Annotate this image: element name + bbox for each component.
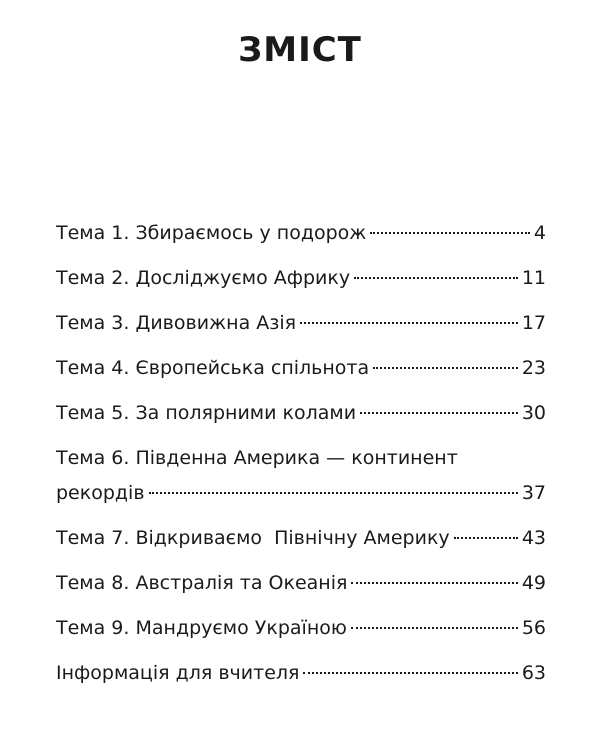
toc-entry-title: Тема 3. Дивовижна Азія <box>56 312 297 334</box>
toc-entry-page: 30 <box>521 402 546 424</box>
toc-entry-2 <box>56 261 546 296</box>
toc-entry-page: 49 <box>521 572 546 594</box>
toc-entry-7 <box>56 521 546 556</box>
dot-leader <box>354 277 518 279</box>
page-title: ЗМІСТ <box>238 30 362 70</box>
toc-entry-title: Тема 4. Європейська спільнота <box>56 357 370 379</box>
dot-leader <box>351 627 518 629</box>
dot-leader <box>149 492 518 494</box>
table-of-contents <box>56 216 546 691</box>
toc-entry-title: Інформація для вчителя <box>56 662 300 684</box>
toc-entry-9 <box>56 611 546 646</box>
dot-leader <box>373 367 518 369</box>
toc-entry-3 <box>56 306 546 341</box>
toc-entry-page: 43 <box>521 527 546 549</box>
toc-entry-title: Тема 5. За полярними колами <box>56 402 357 424</box>
dot-leader <box>454 537 518 539</box>
toc-entry-4 <box>56 351 546 386</box>
dot-leader <box>351 582 517 584</box>
toc-entry-page: 37 <box>521 482 546 504</box>
toc-entry-title: Тема 7. Відкриваємо Північну Америку <box>56 527 450 549</box>
dot-leader <box>300 322 518 324</box>
toc-entry-title: Тема 2. Досліджуємо Африку <box>56 267 351 289</box>
toc-entry-page: 17 <box>521 312 546 334</box>
toc-entry-title: Тема 1. Збираємось у подорож <box>56 222 367 244</box>
toc-entry-title: Тема 9. Мандруємо Україною <box>56 617 347 639</box>
toc-entry-page: 23 <box>521 357 546 379</box>
toc-entry-6 <box>56 441 546 511</box>
toc-entry-page: 11 <box>521 267 546 289</box>
toc-entry-title: рекордів <box>56 482 145 504</box>
toc-entry-10 <box>56 656 546 691</box>
dot-leader <box>370 232 530 234</box>
toc-entry-page: 63 <box>521 662 546 684</box>
dot-leader <box>303 672 517 674</box>
toc-entry-1 <box>56 216 546 251</box>
toc-entry-page: 4 <box>533 222 546 244</box>
toc-entry-title: Тема 8. Австралія та Океанія <box>56 572 348 594</box>
toc-entry-8 <box>56 566 546 601</box>
toc-entry-title-line1: Тема 6. Південна Америка — континент <box>56 447 458 469</box>
toc-entry-page: 56 <box>521 617 546 639</box>
toc-entry-5 <box>56 396 546 431</box>
dot-leader <box>360 412 518 414</box>
